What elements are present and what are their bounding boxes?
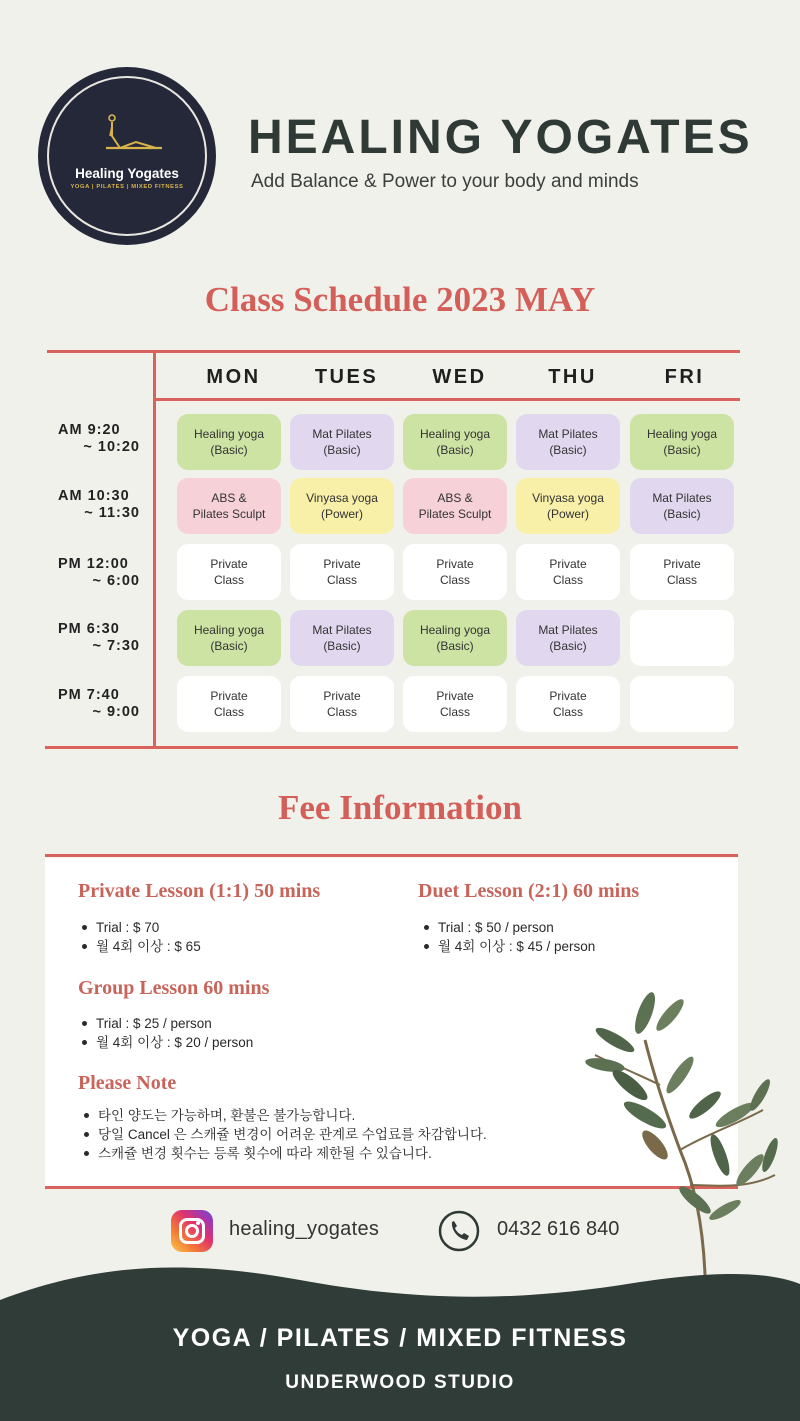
class-name: Private — [663, 557, 701, 571]
time-slot — [58, 488, 140, 522]
class-level: Class — [326, 705, 357, 719]
class-level: (Basic) — [549, 443, 587, 457]
class-name: Private — [549, 557, 587, 571]
class-label — [312, 426, 371, 458]
class-label — [306, 490, 378, 522]
class-name: Private — [436, 689, 474, 703]
class-label — [193, 490, 266, 522]
class-label — [210, 556, 247, 588]
list-item: 월 4회 이상 : $ 65 — [78, 937, 201, 956]
time-end: ~ 9:00 — [92, 704, 140, 720]
class-label — [549, 556, 586, 588]
class-name: Healing yoga — [193, 623, 265, 637]
class-label — [436, 688, 473, 720]
class-cell — [516, 478, 620, 534]
class-cell — [177, 676, 281, 732]
class-cell — [516, 544, 620, 600]
class-level: (Basic) — [436, 639, 474, 653]
time-slot — [58, 556, 140, 590]
class-label — [538, 622, 597, 654]
class-level: Class — [326, 573, 357, 587]
class-level: Class — [552, 573, 583, 587]
time-slot — [58, 687, 140, 721]
class-label — [538, 426, 597, 458]
class-level: (Power) — [546, 507, 589, 521]
class-name: Mat Pilates — [312, 623, 372, 637]
class-name: Private — [323, 557, 361, 571]
class-level: (Basic) — [663, 507, 701, 521]
class-cell — [516, 414, 620, 470]
class-cell — [177, 478, 281, 534]
time-start: PM 7:40 — [58, 687, 120, 703]
time-start: AM 9:20 — [58, 422, 121, 438]
instagram-icon-flash — [196, 1221, 200, 1225]
class-name: Mat Pilates — [652, 491, 712, 505]
class-cell — [177, 610, 281, 666]
time-slot — [58, 422, 140, 456]
time-end: ~ 7:30 — [92, 638, 140, 654]
class-level: Class — [213, 705, 244, 719]
schedule-bottom-rule — [45, 746, 738, 749]
please-note-title: Please Note — [78, 1072, 177, 1094]
schedule-top-rule — [47, 350, 740, 353]
yoga-pose-icon — [102, 112, 164, 157]
class-cell — [630, 544, 734, 600]
class-name: Private — [436, 557, 474, 571]
list-item: Trial : $ 25 / person — [78, 1014, 253, 1033]
class-name: Vinyasa yoga — [306, 491, 378, 505]
time-start: AM 10:30 — [58, 488, 130, 504]
day-header-tues: TUES — [314, 366, 379, 388]
day-header-wed: WED — [432, 366, 487, 388]
class-label — [420, 426, 490, 458]
class-label — [436, 556, 473, 588]
class-level: (Basic) — [210, 639, 248, 653]
class-level: Pilates Sculpt — [418, 507, 492, 521]
schedule-title: Class Schedule 2023 MAY — [204, 280, 596, 319]
class-cell — [403, 478, 507, 534]
class-name: Private — [323, 689, 361, 703]
time-end: ~ 6:00 — [92, 573, 140, 589]
class-cell — [290, 478, 394, 534]
list-item: 스캐쥴 변경 횟수는 등록 횟수에 따라 제한될 수 있습니다. — [80, 1144, 487, 1163]
phone-number[interactable]: 0432 616 840 — [497, 1218, 620, 1240]
instagram-icon-lens — [185, 1224, 199, 1238]
class-cell — [516, 676, 620, 732]
class-level: Class — [666, 573, 697, 587]
please-note-list — [80, 1106, 487, 1163]
list-item: 당일 Cancel 은 스캐쥴 변경이 어려운 관계로 수업료를 차감합니다. — [80, 1125, 487, 1144]
footer-services: YOGA / PILATES / MIXED FITNESS — [172, 1324, 628, 1352]
studio-logo — [38, 67, 216, 245]
list-item: 타인 양도는 가능하며, 환불은 불가능합니다. — [80, 1106, 487, 1125]
schedule-header-rule — [155, 398, 740, 401]
class-level: Class — [552, 705, 583, 719]
brand-subtitle: Add Balance & Power to your body and minds — [251, 171, 639, 192]
duet-lesson-title: Duet Lesson (2:1) 60 mins — [418, 880, 640, 902]
class-name: ABS & — [437, 491, 473, 505]
class-label — [532, 490, 604, 522]
class-cell — [290, 610, 394, 666]
class-cell — [177, 544, 281, 600]
list-item: 월 4회 이상 : $ 20 / person — [78, 1033, 253, 1052]
class-cell — [290, 414, 394, 470]
class-cell — [630, 676, 734, 732]
class-name: Healing yoga — [193, 427, 265, 441]
class-cell — [403, 676, 507, 732]
class-label — [419, 490, 492, 522]
class-cell — [630, 414, 734, 470]
class-cell — [630, 478, 734, 534]
class-level: (Basic) — [210, 443, 248, 457]
class-label — [663, 556, 700, 588]
class-name: Private — [210, 689, 248, 703]
fee-title: Fee Information — [278, 788, 522, 827]
class-name: Mat Pilates — [538, 623, 598, 637]
class-name: Private — [549, 689, 587, 703]
class-level: (Basic) — [436, 443, 474, 457]
class-cell — [177, 414, 281, 470]
class-label — [194, 426, 264, 458]
instagram-icon[interactable] — [171, 1210, 213, 1252]
class-name: ABS & — [211, 491, 247, 505]
class-level: Class — [213, 573, 244, 587]
class-name: Private — [210, 557, 248, 571]
time-start: PM 6:30 — [58, 621, 120, 637]
class-level: (Power) — [320, 507, 363, 521]
class-level: (Basic) — [549, 639, 587, 653]
class-label — [210, 688, 247, 720]
class-label — [549, 688, 586, 720]
class-label — [312, 622, 371, 654]
class-cell — [516, 610, 620, 666]
class-level: (Basic) — [323, 639, 361, 653]
day-header-mon: MON — [206, 366, 261, 388]
class-level: Class — [439, 705, 470, 719]
class-name: Mat Pilates — [312, 427, 372, 441]
logo-name: Healing Yogates — [75, 166, 179, 181]
time-end: ~ 10:20 — [83, 439, 140, 455]
footer-studio-name: UNDERWOOD STUDIO — [285, 1372, 515, 1393]
class-cell — [290, 676, 394, 732]
list-item: Trial : $ 70 — [78, 918, 201, 937]
list-item: 월 4회 이상 : $ 45 / person — [420, 937, 595, 956]
class-label — [647, 426, 717, 458]
time-end: ~ 11:30 — [84, 505, 140, 521]
class-cell — [290, 544, 394, 600]
class-level: (Basic) — [323, 443, 361, 457]
private-lesson-title: Private Lesson (1:1) 50 mins — [78, 880, 321, 902]
class-name: Healing yoga — [419, 623, 491, 637]
class-label — [194, 622, 264, 654]
class-label — [323, 556, 360, 588]
fee-top-rule — [45, 854, 738, 857]
private-lesson-prices — [78, 918, 201, 956]
class-cell — [403, 414, 507, 470]
class-cell — [630, 610, 734, 666]
class-cell — [403, 544, 507, 600]
group-lesson-prices — [78, 1014, 253, 1052]
logo-tagline: YOGA | PILATES | MIXED FITNESS — [70, 184, 184, 190]
time-start: PM 12:00 — [58, 556, 129, 572]
class-label — [420, 622, 490, 654]
list-item: Trial : $ 50 / person — [420, 918, 595, 937]
class-label — [652, 490, 711, 522]
brand-title: HEALING YOGATES — [248, 111, 753, 164]
duet-lesson-prices — [420, 918, 595, 956]
day-header-thu: THU — [548, 366, 597, 388]
class-name: Healing yoga — [419, 427, 491, 441]
class-name: Healing yoga — [646, 427, 718, 441]
day-header-fri: FRI — [664, 366, 705, 388]
group-lesson-title: Group Lesson 60 mins — [78, 977, 270, 999]
class-level: Pilates Sculpt — [192, 507, 266, 521]
class-level: Class — [439, 573, 470, 587]
time-slot — [58, 621, 140, 655]
instagram-handle[interactable]: healing_yogates — [229, 1218, 380, 1240]
class-level: (Basic) — [663, 443, 701, 457]
class-label — [323, 688, 360, 720]
class-name: Vinyasa yoga — [532, 491, 604, 505]
phone-icon[interactable] — [438, 1210, 480, 1252]
schedule-time-divider — [153, 350, 156, 749]
class-name: Mat Pilates — [538, 427, 598, 441]
class-cell — [403, 610, 507, 666]
